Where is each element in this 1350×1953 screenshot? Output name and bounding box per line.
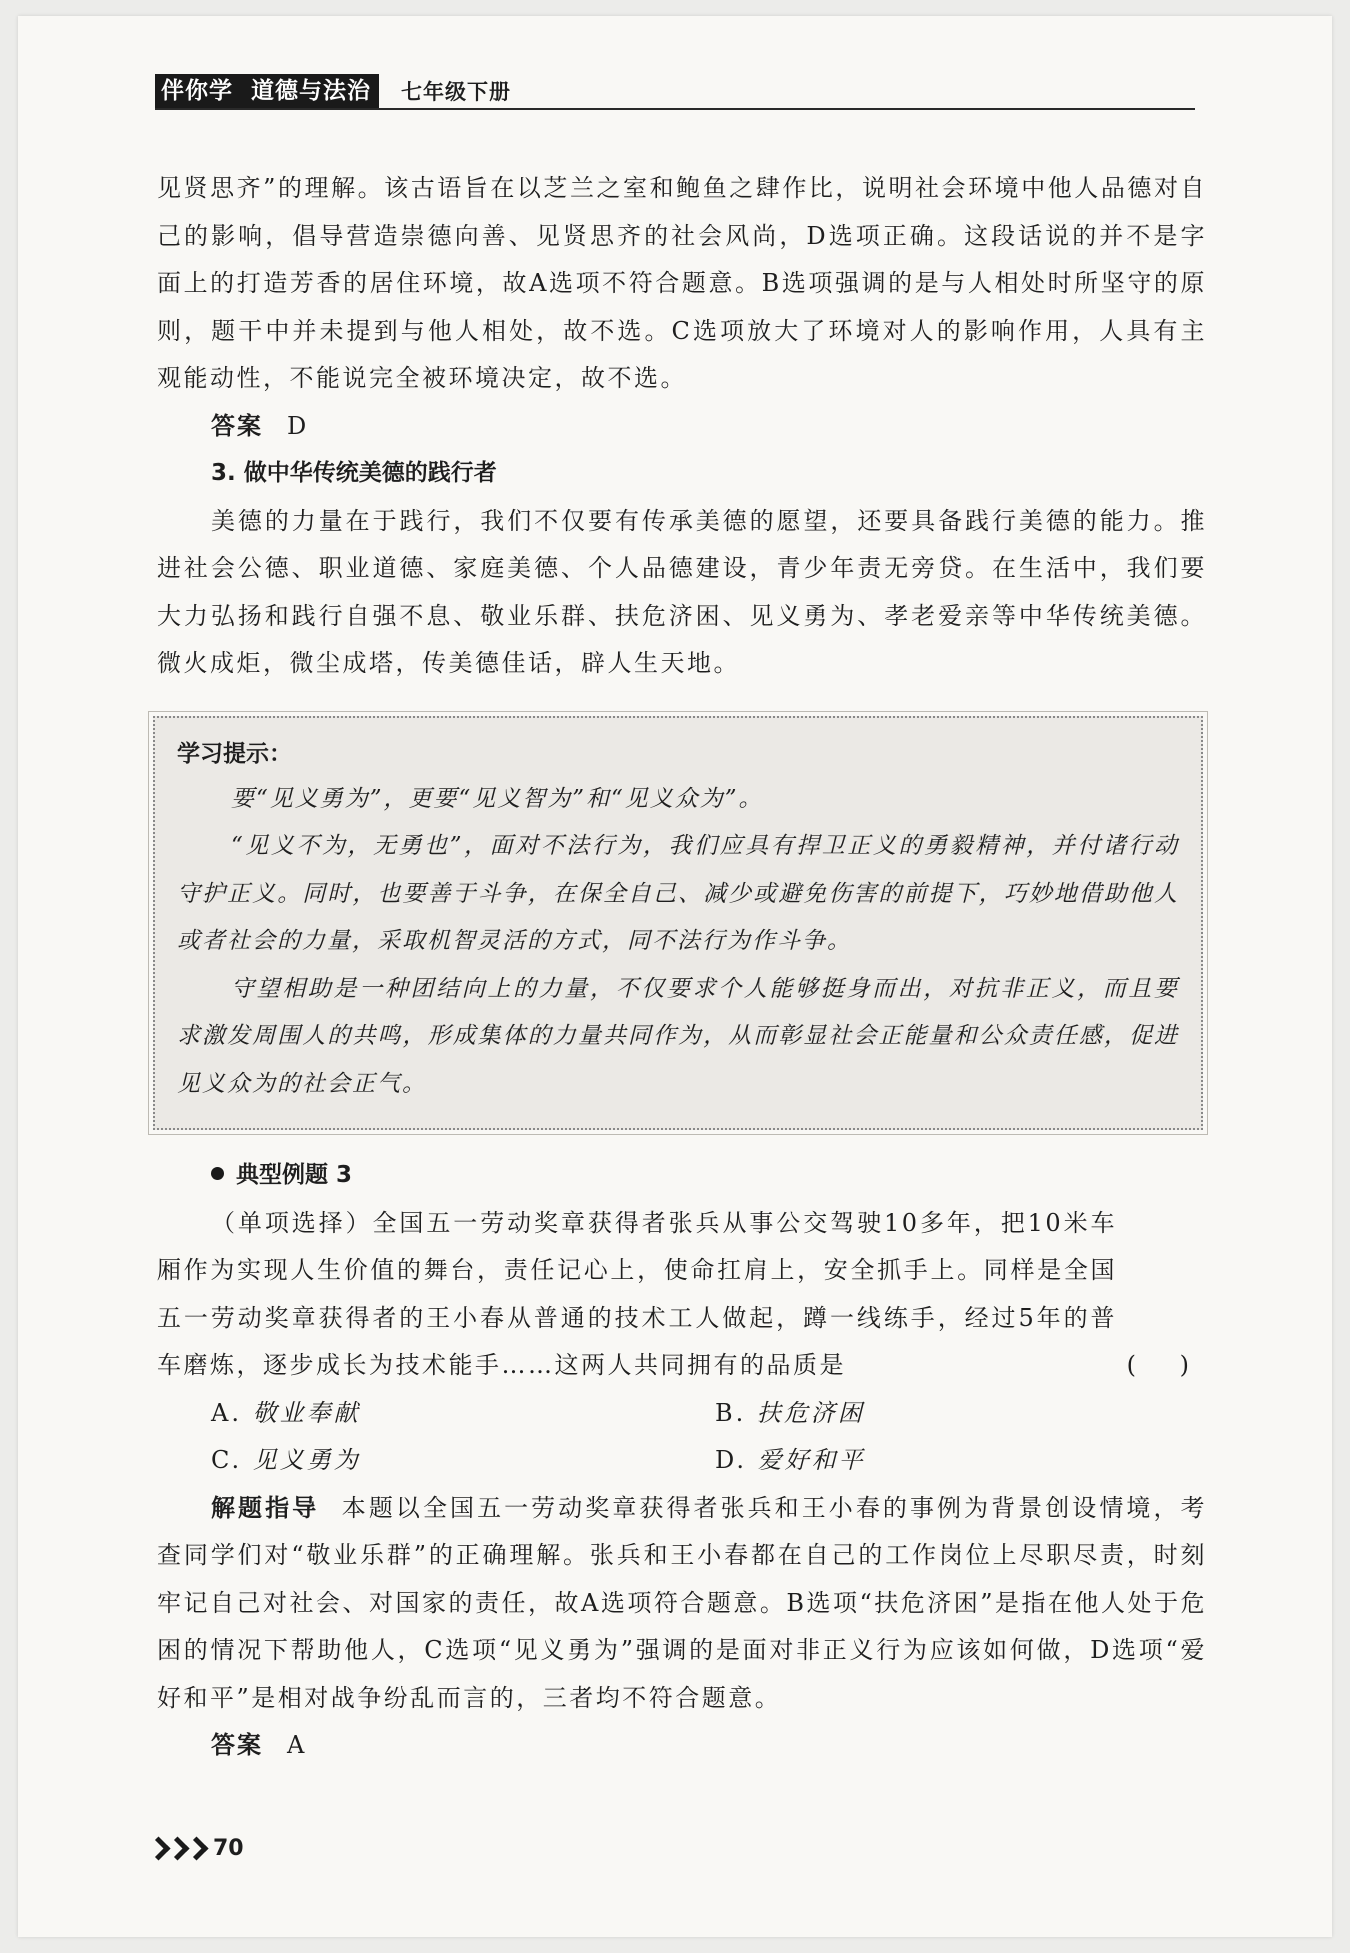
series-subject-tag: [155, 74, 379, 108]
answer-line-1: [157, 403, 1207, 451]
question-block: [157, 1200, 1207, 1390]
study-tip-title: 学习提示：: [177, 740, 292, 767]
subject-name: 道德与法治: [251, 78, 371, 104]
study-tip-paragraph: “见义不为，无勇也”，面对不法行为，我们应具有捍卫正义的勇毅精神，并付诸行动守护正义。同时，也要善于斗争，在保全自己、减少或避免伤害的前提下，巧妙地借助他人或者社会的力量，采取机智灵活的方式，同不法行为作斗争。: [177, 833, 1179, 954]
option-d: [715, 1437, 1219, 1485]
header-rule: [155, 108, 1195, 110]
option-text: 爱好和平: [757, 1446, 866, 1474]
option-letter: D.: [715, 1446, 748, 1474]
answer-value: A: [287, 1731, 307, 1759]
answer-label: 答案: [211, 411, 263, 440]
page-number: 70: [213, 1836, 244, 1861]
chevrons-icon: [150, 1840, 207, 1857]
study-tip-box: [153, 716, 1203, 1131]
option-list: [157, 1390, 1207, 1485]
option-c: [211, 1437, 715, 1485]
bullet-icon: [211, 1167, 224, 1180]
answer-value: D: [287, 411, 309, 440]
option-text: 见义勇为: [252, 1446, 361, 1474]
answer-line-2: [157, 1722, 1207, 1770]
grade-label: 七年级下册: [401, 79, 511, 104]
option-letter: B.: [715, 1398, 747, 1427]
page-footer: [150, 1836, 244, 1861]
option-letter: A.: [211, 1398, 242, 1427]
question-text: （单项选择）全国五一劳动奖章获得者张兵从事公交驾驶10多年，把10米车厢作为实现人生价值的舞台，责任记心上，使命扛肩上，安全抓手上。同样是全国五一劳动奖章获得者的王小春从普通的技术工人做起，蹲一线练手，经过5年的普车磨炼，逐步成长为技术能手……这两人共同拥有的品质是: [157, 1208, 1117, 1379]
answer-label: 答案: [211, 1731, 263, 1759]
study-tip-paragraph: 要“见义勇为”，更要“见义智为”和“见义众为”。: [231, 785, 764, 812]
solution-guide-text: 本题以全国五一劳动奖章获得者张兵和王小春的事例为背景创设情境，考查同学们对“敬业乐群”的正确理解。张兵和王小春都在自己的工作岗位上尽职尽责，时刻牢记自己对社会、对国家的责任，故A选项符合题意。B选项“扶危济困”是指在他人处于危困的情况下帮助他人，C选项“见义勇为”强调的是面对非正义行为应该如何做，D选项“爱好和平”是相对战争纷乱而言的，三者均不符合题意。: [157, 1493, 1208, 1712]
section-3-title: 3. 做中华传统美德的践行者: [211, 460, 497, 486]
study-tip-paragraph: 守望相助是一种团结向上的力量，不仅要求个人能够挺身而出，对抗非正义，而且要求激发周围人的共鸣，形成集体的力量共同作为，从而彰显社会正能量和公众责任感，促进见义众为的社会正气。: [177, 975, 1179, 1097]
option-text: 敬业奉献: [252, 1398, 361, 1427]
option-text: 扶危济困: [756, 1398, 865, 1427]
section-3-body: 美德的力量在于践行，我们不仅要有传承美德的愿望，还要具备践行美德的能力。推进社会公德、职业道德、家庭美德、个人品德建设，青少年责无旁贷。在生活中，我们要大力弘扬和践行自强不息、敬业乐群、扶危济困、见义勇为、孝老爱亲等中华传统美德。微火成炬，微尘成塔，传美德佳话，辟人生天地。: [157, 506, 1207, 677]
intro-paragraph: 见贤思齐”的理解。该古语旨在以芝兰之室和鲍鱼之肆作比，说明社会环境中他人品德对自己的影响，倡导营造崇德向善、见贤思齐的社会风尚，D选项正确。这段话说的并不是字面上的打造芳香的居住环境，故A选项不符合题意。B选项强调的是与人相处时所坚守的原则，题干中并未提到与他人相处，故不选。C选项放大了环境对人的影响作用，人具有主观能动性，不能说完全被环境决定，故不选。: [157, 174, 1207, 392]
answer-blank: ( ): [1126, 1351, 1207, 1379]
option-letter: C.: [211, 1446, 243, 1474]
option-a: [211, 1390, 715, 1438]
example-title: [157, 1152, 1207, 1200]
solution-guide-label: 解题指导: [211, 1493, 320, 1522]
solution-guide: [157, 1485, 1207, 1723]
series-name: 伴你学: [161, 78, 233, 104]
option-b: [715, 1390, 1219, 1438]
main-content: [157, 165, 1207, 1770]
running-header: [155, 74, 511, 108]
example-title-text: 典型例题 3: [236, 1162, 353, 1188]
